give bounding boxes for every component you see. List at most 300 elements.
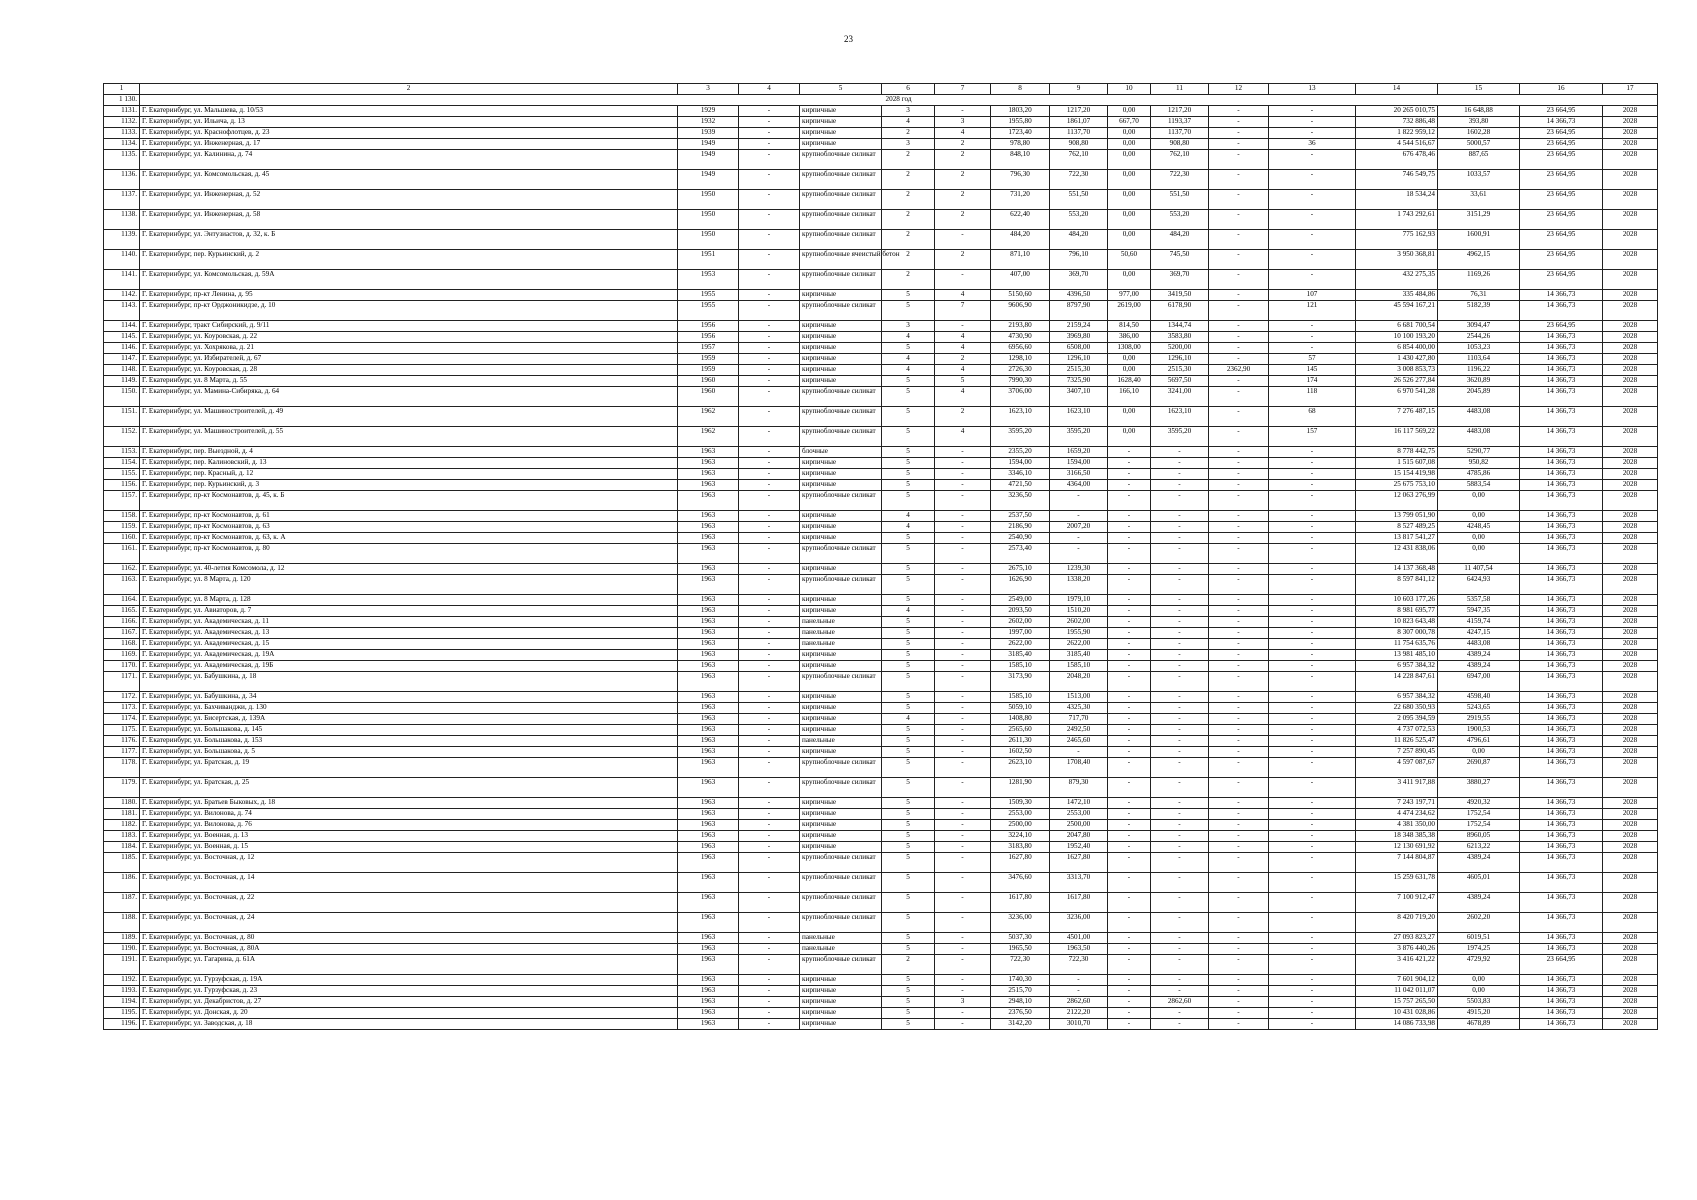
cell-col-8: 2573,40: [991, 544, 1050, 564]
table-row: [104, 758, 1658, 778]
cell-col-7: -: [935, 798, 991, 809]
cell-col-3: 1963: [678, 778, 739, 798]
cell-col-3: 1963: [678, 617, 739, 628]
cell-col-5: кирпичные: [800, 522, 882, 533]
cell-col-8: 3173,90: [991, 672, 1050, 692]
cell-col-3: 1963: [678, 913, 739, 933]
cell-col-11: -: [1151, 1019, 1209, 1030]
cell-col-14: 27 093 823,27: [1356, 933, 1438, 944]
cell-col-17: 2028: [1603, 747, 1658, 758]
cell-col-16: 14 366,73: [1520, 758, 1603, 778]
cell-col-5: кирпичные: [800, 321, 882, 332]
cell-col-4: -: [739, 469, 800, 480]
cell-col-14: 3 411 917,88: [1356, 778, 1438, 798]
cell-col-9: 3185,40: [1050, 650, 1108, 661]
cell-col-7: -: [935, 809, 991, 820]
cell-col-7: -: [935, 893, 991, 913]
section-label: 2028 год: [140, 95, 1658, 106]
cell-col-9: 908,80: [1050, 139, 1108, 150]
cell-col-17: 2028: [1603, 365, 1658, 376]
cell-col-4: -: [739, 332, 800, 343]
cell-col-6: 2: [882, 210, 935, 230]
cell-col-12: -: [1209, 820, 1269, 831]
cell-col-13: -: [1269, 873, 1356, 893]
cell-col-16: 14 366,73: [1520, 407, 1603, 427]
cell-col-4: -: [739, 522, 800, 533]
cell-col-11: -: [1151, 986, 1209, 997]
table-row: [104, 617, 1658, 628]
cell-col-3: 1949: [678, 139, 739, 150]
cell-col-3: 1956: [678, 321, 739, 332]
cell-col-13: -: [1269, 150, 1356, 170]
cell-col-2: Г. Екатеринбург, пр-кт Космонавтов, д. 63, к. А: [140, 533, 678, 544]
cell-col-12: -: [1209, 230, 1269, 250]
cell-col-8: 871,10: [991, 250, 1050, 270]
cell-col-8: 1723,40: [991, 128, 1050, 139]
cell-col-7: -: [935, 842, 991, 853]
cell-col-3: 1950: [678, 230, 739, 250]
cell-col-1: 1185.: [104, 853, 140, 873]
cell-col-17: 2028: [1603, 332, 1658, 343]
table-row: [104, 128, 1658, 139]
cell-col-4: -: [739, 376, 800, 387]
cell-col-12: -: [1209, 758, 1269, 778]
cell-col-17: 2028: [1603, 650, 1658, 661]
cell-col-9: 1617,80: [1050, 893, 1108, 913]
cell-col-17: 2028: [1603, 758, 1658, 778]
cell-col-5: крупноблочные силикат: [800, 190, 882, 210]
cell-col-8: 2602,00: [991, 617, 1050, 628]
cell-col-4: -: [739, 150, 800, 170]
cell-col-17: 2028: [1603, 672, 1658, 692]
cell-col-17: 2028: [1603, 736, 1658, 747]
cell-col-9: 6508,00: [1050, 343, 1108, 354]
cell-col-9: -: [1050, 533, 1108, 544]
cell-col-13: -: [1269, 820, 1356, 831]
cell-col-4: -: [739, 343, 800, 354]
cell-col-17: 2028: [1603, 343, 1658, 354]
cell-col-9: 1137,70: [1050, 128, 1108, 139]
cell-col-12: -: [1209, 944, 1269, 955]
cell-col-6: 5: [882, 975, 935, 986]
cell-col-8: 2726,30: [991, 365, 1050, 376]
cell-col-2: Г. Екатеринбург, ул. Машиностроителей, д. 55: [140, 427, 678, 447]
cell-col-8: 5150,60: [991, 290, 1050, 301]
cell-col-9: -: [1050, 986, 1108, 997]
cell-col-11: 2515,30: [1151, 365, 1209, 376]
cell-col-5: панельные: [800, 617, 882, 628]
cell-col-6: 2: [882, 128, 935, 139]
cell-col-14: 7 144 804,87: [1356, 853, 1438, 873]
table-row: [104, 522, 1658, 533]
cell-col-7: -: [935, 933, 991, 944]
cell-col-12: -: [1209, 714, 1269, 725]
cell-col-8: 3236,00: [991, 913, 1050, 933]
cell-col-4: -: [739, 190, 800, 210]
table-row: [104, 725, 1658, 736]
cell-col-6: 5: [882, 480, 935, 491]
cell-col-12: -: [1209, 491, 1269, 511]
cell-col-5: крупноблочные силикат: [800, 170, 882, 190]
cell-col-5: кирпичные: [800, 511, 882, 522]
cell-col-4: -: [739, 564, 800, 575]
table-row: [104, 480, 1658, 491]
cell-col-14: 3 008 853,73: [1356, 365, 1438, 376]
cell-col-14: 6 957 384,32: [1356, 661, 1438, 672]
cell-col-11: -: [1151, 725, 1209, 736]
cell-col-3: 1963: [678, 650, 739, 661]
cell-col-9: 3313,70: [1050, 873, 1108, 893]
cell-col-17: 2028: [1603, 230, 1658, 250]
cell-col-12: -: [1209, 321, 1269, 332]
cell-col-3: 1963: [678, 955, 739, 975]
cell-col-9: 2622,00: [1050, 639, 1108, 650]
cell-col-13: -: [1269, 617, 1356, 628]
cell-col-10: -: [1108, 533, 1151, 544]
cell-col-3: 1963: [678, 672, 739, 692]
cell-col-12: -: [1209, 1008, 1269, 1019]
cell-col-6: 2: [882, 230, 935, 250]
cell-col-15: 2602,20: [1438, 913, 1520, 933]
cell-col-5: кирпичные: [800, 975, 882, 986]
cell-col-6: 4: [882, 365, 935, 376]
cell-col-4: -: [739, 873, 800, 893]
cell-col-3: 1955: [678, 301, 739, 321]
cell-col-5: кирпичные: [800, 343, 882, 354]
cell-col-14: 22 680 350,93: [1356, 703, 1438, 714]
cell-col-3: 1939: [678, 128, 739, 139]
cell-col-14: 775 162,93: [1356, 230, 1438, 250]
cell-col-7: -: [935, 447, 991, 458]
cell-col-17: 2028: [1603, 778, 1658, 798]
cell-col-15: 8960,05: [1438, 831, 1520, 842]
cell-col-15: 0,00: [1438, 544, 1520, 564]
cell-col-17: 2028: [1603, 250, 1658, 270]
cell-col-7: -: [935, 1008, 991, 1019]
cell-col-15: 4389,24: [1438, 853, 1520, 873]
cell-col-15: 4605,01: [1438, 873, 1520, 893]
cell-col-9: 3166,50: [1050, 469, 1108, 480]
cell-col-11: -: [1151, 955, 1209, 975]
cell-col-4: -: [739, 210, 800, 230]
cell-col-9: -: [1050, 975, 1108, 986]
cell-col-1: 1158.: [104, 511, 140, 522]
cell-col-12: -: [1209, 747, 1269, 758]
cell-col-4: -: [739, 853, 800, 873]
cell-col-12: -: [1209, 1019, 1269, 1030]
table-row: [104, 747, 1658, 758]
cell-col-14: 25 675 753,10: [1356, 480, 1438, 491]
cell-col-13: -: [1269, 809, 1356, 820]
cell-col-14: 1 743 292,61: [1356, 210, 1438, 230]
cell-col-12: -: [1209, 427, 1269, 447]
cell-col-7: -: [935, 831, 991, 842]
cell-col-3: 1963: [678, 820, 739, 831]
cell-col-10: 667,70: [1108, 117, 1151, 128]
cell-col-7: -: [935, 1019, 991, 1030]
cell-col-17: 2028: [1603, 427, 1658, 447]
cell-col-13: -: [1269, 747, 1356, 758]
cell-col-8: 3476,60: [991, 873, 1050, 893]
cell-col-8: 2540,90: [991, 533, 1050, 544]
cell-col-6: 5: [882, 778, 935, 798]
cell-col-11: -: [1151, 447, 1209, 458]
cell-col-9: 2122,20: [1050, 1008, 1108, 1019]
cell-col-2: Г. Екатеринбург, ул. Бисертская, д. 139А: [140, 714, 678, 725]
cell-col-13: 57: [1269, 354, 1356, 365]
cell-col-11: -: [1151, 736, 1209, 747]
cell-col-4: -: [739, 365, 800, 376]
cell-col-2: Г. Екатеринбург, ул. Избирателей, д. 67: [140, 354, 678, 365]
cell-col-13: -: [1269, 736, 1356, 747]
cell-col-16: 14 366,73: [1520, 661, 1603, 672]
cell-col-13: -: [1269, 853, 1356, 873]
cell-col-9: 3407,10: [1050, 387, 1108, 407]
cell-col-9: 2862,60: [1050, 997, 1108, 1008]
cell-col-15: 0,00: [1438, 986, 1520, 997]
cell-col-1: 1181.: [104, 809, 140, 820]
cell-col-7: 4: [935, 365, 991, 376]
cell-col-13: -: [1269, 117, 1356, 128]
table-row: [104, 736, 1658, 747]
cell-col-8: 622,40: [991, 210, 1050, 230]
cell-col-1: 1146.: [104, 343, 140, 354]
cell-col-9: 796,10: [1050, 250, 1108, 270]
cell-col-9: 1594,00: [1050, 458, 1108, 469]
cell-col-15: 2690,87: [1438, 758, 1520, 778]
cell-col-17: 2028: [1603, 522, 1658, 533]
cell-col-4: -: [739, 230, 800, 250]
cell-col-8: 2611,30: [991, 736, 1050, 747]
cell-col-3: 1963: [678, 533, 739, 544]
cell-col-8: 3183,80: [991, 842, 1050, 853]
cell-col-10: -: [1108, 469, 1151, 480]
cell-col-16: 14 366,73: [1520, 533, 1603, 544]
cell-col-1: 1193.: [104, 986, 140, 997]
cell-col-4: -: [739, 997, 800, 1008]
cell-col-10: -: [1108, 747, 1151, 758]
cell-col-17: 2028: [1603, 703, 1658, 714]
column-header-15: 15: [1438, 84, 1520, 95]
cell-col-2: Г. Екатеринбург, ул. 40-летия Комсомола, д. 12: [140, 564, 678, 575]
column-header-12: 12: [1209, 84, 1269, 95]
table-row: [104, 975, 1658, 986]
cell-col-12: -: [1209, 301, 1269, 321]
cell-col-7: -: [935, 575, 991, 595]
cell-col-17: 2028: [1603, 321, 1658, 332]
cell-col-15: 4248,45: [1438, 522, 1520, 533]
cell-col-9: 8797,90: [1050, 301, 1108, 321]
cell-col-2: Г. Екатеринбург, ул. Восточная, д. 24: [140, 913, 678, 933]
cell-col-17: 2028: [1603, 714, 1658, 725]
cell-col-10: -: [1108, 703, 1151, 714]
cell-col-8: 2623,10: [991, 758, 1050, 778]
cell-col-13: -: [1269, 544, 1356, 564]
cell-col-16: 14 366,73: [1520, 692, 1603, 703]
cell-col-13: -: [1269, 332, 1356, 343]
column-header-7: 7: [935, 84, 991, 95]
cell-col-10: -: [1108, 458, 1151, 469]
cell-col-6: 2: [882, 250, 935, 270]
cell-col-6: 5: [882, 725, 935, 736]
cell-col-14: 746 549,75: [1356, 170, 1438, 190]
table-row: [104, 798, 1658, 809]
cell-col-7: 2: [935, 150, 991, 170]
cell-col-6: 5: [882, 628, 935, 639]
cell-col-4: -: [739, 595, 800, 606]
cell-col-4: -: [739, 270, 800, 290]
cell-col-14: 15 154 419,98: [1356, 469, 1438, 480]
cell-col-15: 4962,15: [1438, 250, 1520, 270]
cell-col-9: 484,20: [1050, 230, 1108, 250]
cell-col-8: 484,20: [991, 230, 1050, 250]
cell-col-12: -: [1209, 533, 1269, 544]
cell-col-14: 3 950 368,81: [1356, 250, 1438, 270]
cell-col-11: 1344,74: [1151, 321, 1209, 332]
cell-col-11: 3241,00: [1151, 387, 1209, 407]
cell-col-3: 1963: [678, 491, 739, 511]
cell-col-10: -: [1108, 661, 1151, 672]
cell-col-15: 5947,35: [1438, 606, 1520, 617]
cell-col-14: 6 854 400,00: [1356, 343, 1438, 354]
table-row: [104, 778, 1658, 798]
cell-col-9: 1513,00: [1050, 692, 1108, 703]
cell-col-15: 4785,86: [1438, 469, 1520, 480]
cell-col-10: -: [1108, 798, 1151, 809]
cell-col-2: Г. Екатеринбург, ул. Заводская, д. 18: [140, 1019, 678, 1030]
cell-col-16: 14 366,73: [1520, 820, 1603, 831]
cell-col-7: 2: [935, 139, 991, 150]
cell-col-16: 14 366,73: [1520, 427, 1603, 447]
cell-col-15: 4247,15: [1438, 628, 1520, 639]
column-header-10: 10: [1108, 84, 1151, 95]
table-row: [104, 639, 1658, 650]
cell-col-5: кирпичные: [800, 480, 882, 491]
cell-col-10: -: [1108, 639, 1151, 650]
table-row: [104, 139, 1658, 150]
cell-col-14: 8 420 719,20: [1356, 913, 1438, 933]
cell-col-6: 5: [882, 820, 935, 831]
cell-col-17: 2028: [1603, 661, 1658, 672]
cell-col-8: 1627,80: [991, 853, 1050, 873]
cell-col-11: -: [1151, 511, 1209, 522]
cell-col-13: -: [1269, 447, 1356, 458]
cell-col-10: 0,00: [1108, 270, 1151, 290]
cell-col-3: 1963: [678, 986, 739, 997]
table-row: [104, 190, 1658, 210]
cell-col-13: -: [1269, 650, 1356, 661]
cell-col-6: 5: [882, 692, 935, 703]
cell-col-7: -: [935, 758, 991, 778]
cell-col-13: -: [1269, 511, 1356, 522]
cell-col-16: 14 366,73: [1520, 117, 1603, 128]
cell-col-2: Г. Екатеринбург, ул. Хохрякова, д. 21: [140, 343, 678, 354]
cell-col-12: -: [1209, 332, 1269, 343]
cell-col-5: крупноблочные ячеистый бетон: [800, 250, 882, 270]
cell-col-9: 2553,00: [1050, 809, 1108, 820]
cell-col-15: 4598,40: [1438, 692, 1520, 703]
cell-col-16: 14 366,73: [1520, 913, 1603, 933]
cell-col-13: -: [1269, 190, 1356, 210]
cell-col-1: 1142.: [104, 290, 140, 301]
cell-col-13: -: [1269, 692, 1356, 703]
section-number: 1 130.: [104, 95, 140, 106]
table-row: [104, 842, 1658, 853]
cell-col-3: 1963: [678, 831, 739, 842]
cell-col-11: -: [1151, 820, 1209, 831]
cell-col-12: -: [1209, 407, 1269, 427]
cell-col-2: Г. Екатеринбург, ул. Мамина-Сибиряка, д. 64: [140, 387, 678, 407]
cell-col-1: 1135.: [104, 150, 140, 170]
cell-col-9: 2007,20: [1050, 522, 1108, 533]
cell-col-13: 68: [1269, 407, 1356, 427]
cell-col-11: 5200,00: [1151, 343, 1209, 354]
cell-col-7: -: [935, 725, 991, 736]
cell-col-2: Г. Екатеринбург, ул. Братская, д. 25: [140, 778, 678, 798]
cell-col-7: -: [935, 522, 991, 533]
cell-col-10: -: [1108, 853, 1151, 873]
cell-col-6: 5: [882, 533, 935, 544]
cell-col-17: 2028: [1603, 511, 1658, 522]
cell-col-5: кирпичные: [800, 376, 882, 387]
cell-col-13: -: [1269, 944, 1356, 955]
cell-col-15: 1033,57: [1438, 170, 1520, 190]
cell-col-15: 0,00: [1438, 533, 1520, 544]
cell-col-11: -: [1151, 933, 1209, 944]
cell-col-12: -: [1209, 290, 1269, 301]
cell-col-9: 1510,20: [1050, 606, 1108, 617]
cell-col-4: -: [739, 290, 800, 301]
cell-col-6: 4: [882, 522, 935, 533]
cell-col-1: 1186.: [104, 873, 140, 893]
cell-col-14: 18 534,24: [1356, 190, 1438, 210]
cell-col-3: 1960: [678, 376, 739, 387]
cell-col-9: 1623,10: [1050, 407, 1108, 427]
cell-col-16: 14 366,73: [1520, 595, 1603, 606]
cell-col-15: 5243,65: [1438, 703, 1520, 714]
cell-col-17: 2028: [1603, 270, 1658, 290]
cell-col-6: 5: [882, 387, 935, 407]
cell-col-14: 15 259 631,78: [1356, 873, 1438, 893]
cell-col-5: крупноблочные силикат: [800, 407, 882, 427]
cell-col-16: 14 366,73: [1520, 639, 1603, 650]
cell-col-6: 5: [882, 873, 935, 893]
cell-col-13: -: [1269, 491, 1356, 511]
cell-col-14: 13 799 051,90: [1356, 511, 1438, 522]
cell-col-12: -: [1209, 617, 1269, 628]
cell-col-9: 3236,00: [1050, 913, 1108, 933]
cell-col-10: 0,00: [1108, 427, 1151, 447]
cell-col-5: кирпичные: [800, 842, 882, 853]
cell-col-16: 14 366,73: [1520, 1008, 1603, 1019]
cell-col-11: -: [1151, 564, 1209, 575]
cell-col-6: 5: [882, 809, 935, 820]
cell-col-16: 23 664,95: [1520, 139, 1603, 150]
cell-col-1: 1165.: [104, 606, 140, 617]
cell-col-8: 3346,10: [991, 469, 1050, 480]
cell-col-2: Г. Екатеринбург, ул. Восточная, д. 80А: [140, 944, 678, 955]
cell-col-4: -: [739, 321, 800, 332]
cell-col-17: 2028: [1603, 893, 1658, 913]
cell-col-3: 1963: [678, 639, 739, 650]
column-header-11: 11: [1151, 84, 1209, 95]
cell-col-17: 2028: [1603, 190, 1658, 210]
cell-col-13: -: [1269, 714, 1356, 725]
cell-col-16: 14 366,73: [1520, 725, 1603, 736]
cell-col-1: 1173.: [104, 703, 140, 714]
cell-col-15: 5357,58: [1438, 595, 1520, 606]
cell-col-12: -: [1209, 650, 1269, 661]
